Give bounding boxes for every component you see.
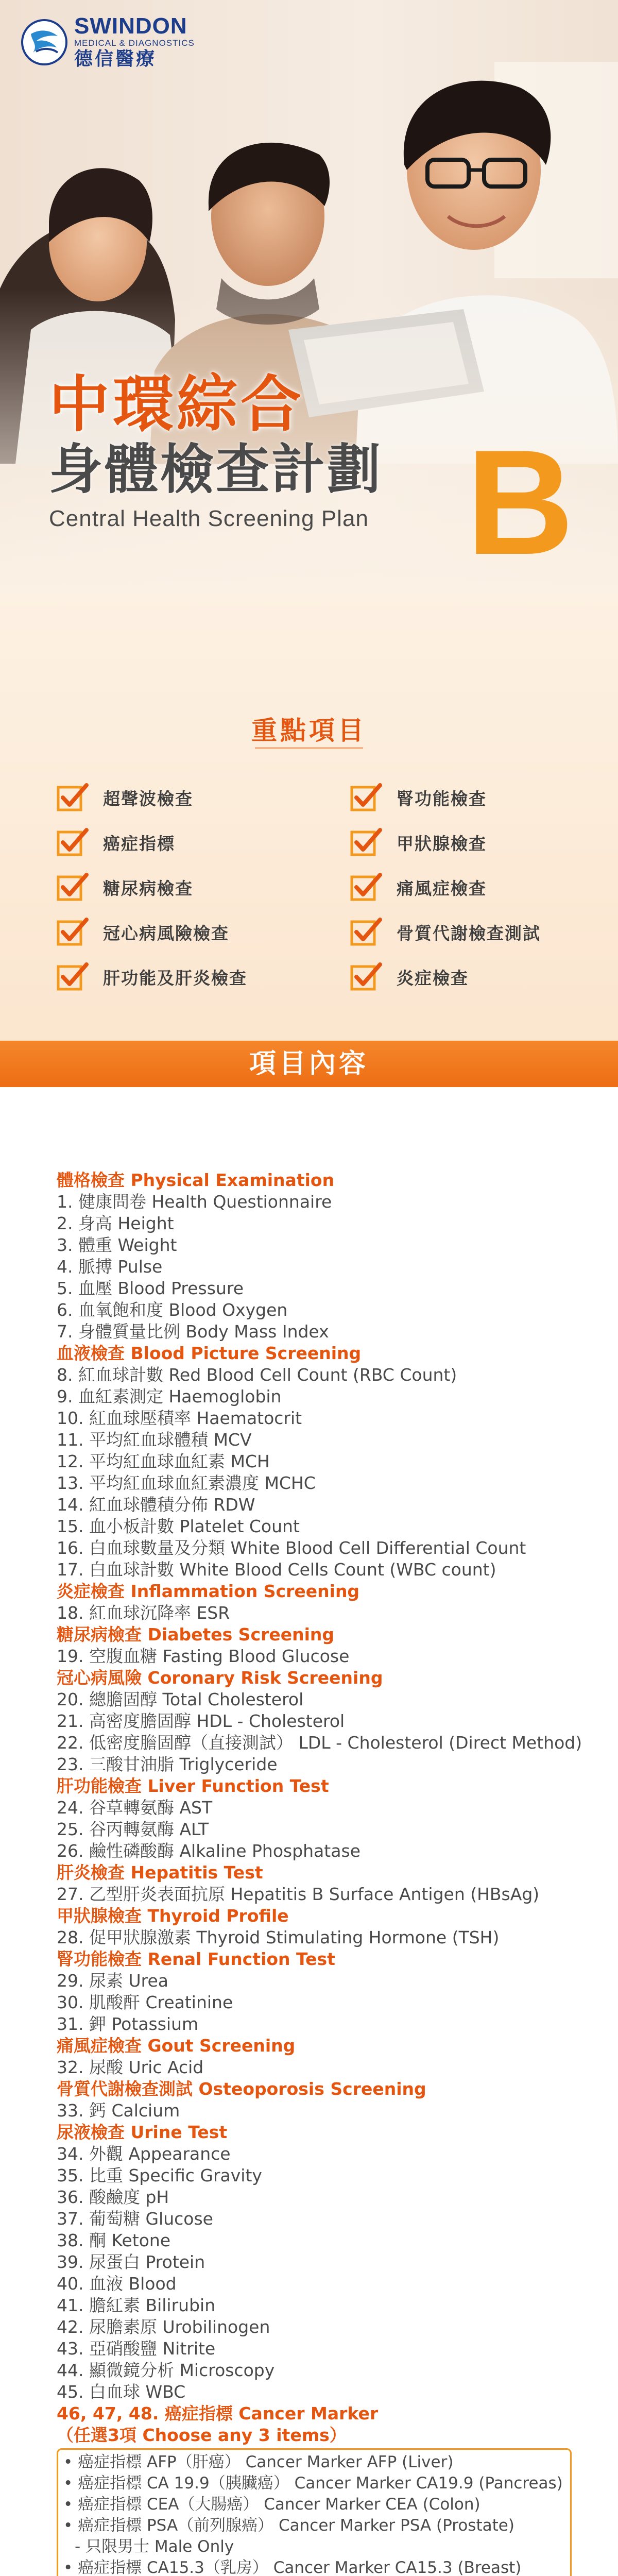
highlight-label: 癌症指標 [103,833,175,854]
highlights-title: 重點項目 [251,716,367,745]
list-item: 17. 白血球計數 White Blood Cells Count (WBC count) [57,1560,496,1580]
list-item: 3. 體重 Weight [57,1235,177,1255]
checkbox-checked-icon [57,961,89,992]
list-item: 30. 肌酸酐 Creatinine [57,1992,233,2012]
option-item: • 癌症指標 CA 19.9（胰臟癌） Cancer Marker CA19.9 (Pancreas) [63,2474,563,2493]
list-item: 6. 血氧飽和度 Blood Oxygen [57,1300,288,1320]
highlight-item [57,827,175,858]
highlights-underline [255,747,363,749]
list-item: 33. 鈣 Calcium [57,2100,180,2121]
list-item: 39. 尿蛋白 Protein [57,2252,205,2272]
list-item: 24. 谷草轉氨酶 AST [57,1798,213,1818]
list-item: 1. 健康問卷 Health Questionnaire [57,1192,332,1212]
section-heading: 腎功能檢查 Renal Function Test [57,1949,335,1969]
highlight-item [350,827,487,858]
option-item: • 癌症指標 CEA（大腸癌） Cancer Marker CEA (Colon) [63,2495,480,2514]
list-item: 45. 白血球 WBC [57,2382,186,2402]
section-heading: 肝功能檢查 Liver Function Test [57,1776,329,1796]
list-item: 20. 總膽固醇 Total Cholesterol [57,1689,304,1709]
list-item: 12. 平均紅血球血紅素 MCH [57,1451,270,1471]
checkbox-checked-icon [350,782,382,813]
option-note: - 只限男士 Male Only [75,2537,234,2556]
title-line-1: 中環綜合 [49,369,305,440]
option-item: • 癌症指標 PSA（前列腺癌） Cancer Marker PSA (Prostate) [63,2516,514,2535]
content-title-bar: 項目內容 [0,1041,618,1087]
plan-content [57,1170,582,2576]
section-thyroid [57,1905,572,1948]
section-heading: 炎症檢查 Inflammation Screening [57,1581,360,1601]
brand-name-cn: 德信醫療 [74,48,157,70]
list-item: 7. 身體質量比例 Body Mass Index [57,1321,329,1342]
section-heading: 甲狀腺檢查 Thyroid Profile [57,1906,289,1926]
highlights-section [0,592,618,1041]
highlight-item [57,782,193,813]
checkbox-checked-icon [350,961,382,992]
section-heading: 糖尿病檢查 Diabetes Screening [57,1624,335,1645]
title-english: Central Health Screening Plan [49,506,369,531]
list-item: 42. 尿膽素原 Urobilinogen [57,2317,270,2337]
highlight-label: 糖尿病檢查 [103,878,193,899]
section-heading: 體格檢查 Physical Examination [57,1170,335,1190]
section-heading: 尿液檢查 Urine Test [57,2122,228,2142]
highlight-label: 骨質代謝檢查測試 [397,923,541,943]
list-item: 14. 紅血球體積分佈 RDW [57,1495,255,1515]
list-item: 13. 平均紅血球血紅素濃度 MCHC [57,1473,316,1493]
options-box [57,2448,572,2576]
list-item: 25. 谷丙轉氨酶 ALT [57,1819,209,1839]
list-item: 43. 亞硝酸鹽 Nitrite [57,2338,216,2359]
section-cancer-marker [57,2403,572,2576]
list-item: 34. 外觀 Appearance [57,2144,231,2164]
checkbox-checked-icon [57,917,89,947]
list-item: 10. 紅血球壓積率 Haematocrit [57,1408,302,1428]
highlight-label: 肝功能及肝炎檢查 [103,968,247,988]
list-item: 19. 空腹血糖 Fasting Blood Glucose [57,1646,350,1666]
highlight-label: 痛風症檢查 [397,878,487,899]
choose-note: （任選3項 Choose any 3 items） [57,2425,347,2445]
option-item: • 癌症指標 AFP（肝癌） Cancer Marker AFP (Liver) [63,2453,454,2471]
list-item: 22. 低密度膽固醇（直接測試） LDL - Cholesterol (Direct Method) [57,1733,582,1753]
list-item: 36. 酸鹼度 pH [57,2187,169,2207]
list-item: 8. 紅血球計數 Red Blood Cell Count (RBC Count) [57,1365,457,1385]
list-item: 23. 三酸甘油脂 Triglyceride [57,1754,278,1774]
highlight-item [57,917,229,947]
highlight-item [57,872,193,903]
brand-subtitle: MEDICAL & DIAGNOSTICS [74,38,195,48]
section-heading: 血液檢查 Blood Picture Screening [57,1343,362,1363]
highlight-label: 甲狀腺檢查 [397,833,487,854]
hero-banner [0,0,618,592]
section-physical-exam [57,1170,572,1343]
list-item: 35. 比重 Specific Gravity [57,2165,262,2185]
section-heading: 冠心病風險 Coronary Risk Screening [57,1668,383,1688]
list-item: 41. 膽紅素 Bilirubin [57,2295,216,2315]
checkbox-checked-icon [350,917,382,947]
list-item: 31. 鉀 Potassium [57,2014,199,2034]
list-item: 38. 酮 Ketone [57,2230,171,2250]
list-item: 11. 平均紅血球體積 MCV [57,1430,252,1450]
list-item: 37. 葡萄糖 Glucose [57,2209,213,2229]
checkbox-checked-icon [57,872,89,903]
brand-name: SWINDON [74,13,187,39]
plan-title [49,371,383,532]
list-item: 29. 尿素 Urea [57,1971,168,1991]
highlight-label: 腎功能檢查 [397,788,487,809]
section-heading: 46, 47, 48. 癌症指標 Cancer Marker [57,2403,379,2424]
checkbox-checked-icon [57,827,89,858]
checkbox-checked-icon [57,782,89,813]
list-item: 2. 身高 Height [57,1213,174,1233]
list-item: 44. 顯微鏡分析 Microscopy [57,2360,275,2380]
list-item: 26. 鹼性磷酸酶 Alkaline Phosphatase [57,1841,360,1861]
highlight-item [350,872,487,903]
brand-logo [21,14,195,70]
list-item: 32. 尿酸 Uric Acid [57,2057,204,2077]
section-liver-function [57,1775,572,1862]
section-blood-picture [57,1343,572,1581]
list-item: 40. 血液 Blood [57,2274,177,2294]
logo-text [74,14,195,70]
section-renal-function [57,1948,572,2035]
highlight-item [350,782,487,813]
list-item: 16. 白血球數量及分類 White Blood Cell Differential Count [57,1538,526,1558]
logo-mark-icon [21,19,68,66]
plan-letter: B [466,419,574,586]
list-item: 28. 促甲狀腺激素 Thyroid Stimulating Hormone (TSH) [57,1927,500,1947]
checkbox-checked-icon [350,827,382,858]
section-urine [57,2122,572,2403]
list-item: 5. 血壓 Blood Pressure [57,1278,244,1298]
highlight-label: 超聲波檢查 [103,788,193,809]
section-gout [57,2035,572,2078]
list-item: 15. 血小板計數 Platelet Count [57,1516,300,1536]
list-item: 4. 脈搏 Pulse [57,1257,163,1277]
title-line-2: 身體檢查計劃 [49,438,383,501]
list-item: 27. 乙型肝炎表面抗原 Hepatitis B Surface Antigen (HBsAg) [57,1884,540,1904]
section-osteoporosis [57,2078,572,2122]
list-item: 9. 血紅素測定 Haemoglobin [57,1386,282,1406]
highlight-label: 炎症檢查 [397,968,469,988]
section-heading: 骨質代謝檢查測試 Osteoporosis Screening [57,2079,426,2099]
option-item: • 癌症指標 CA15.3（乳房） Cancer Marker CA15.3 (Breast) [63,2558,522,2576]
list-item: 18. 紅血球沉降率 ESR [57,1603,230,1623]
checkbox-checked-icon [350,872,382,903]
section-diabetes [57,1624,572,1667]
section-heading: 肝炎檢查 Hepatitis Test [57,1862,263,1883]
highlight-item [350,961,469,992]
section-hepatitis [57,1862,572,1905]
highlight-label: 冠心病風險檢查 [103,923,229,943]
section-heading: 痛風症檢查 Gout Screening [57,2036,296,2056]
highlight-item [350,917,541,947]
section-inflammation [57,1581,572,1624]
section-coronary-risk [57,1667,582,1775]
highlight-item [57,961,247,992]
list-item: 21. 高密度膽固醇 HDL - Cholesterol [57,1711,345,1731]
